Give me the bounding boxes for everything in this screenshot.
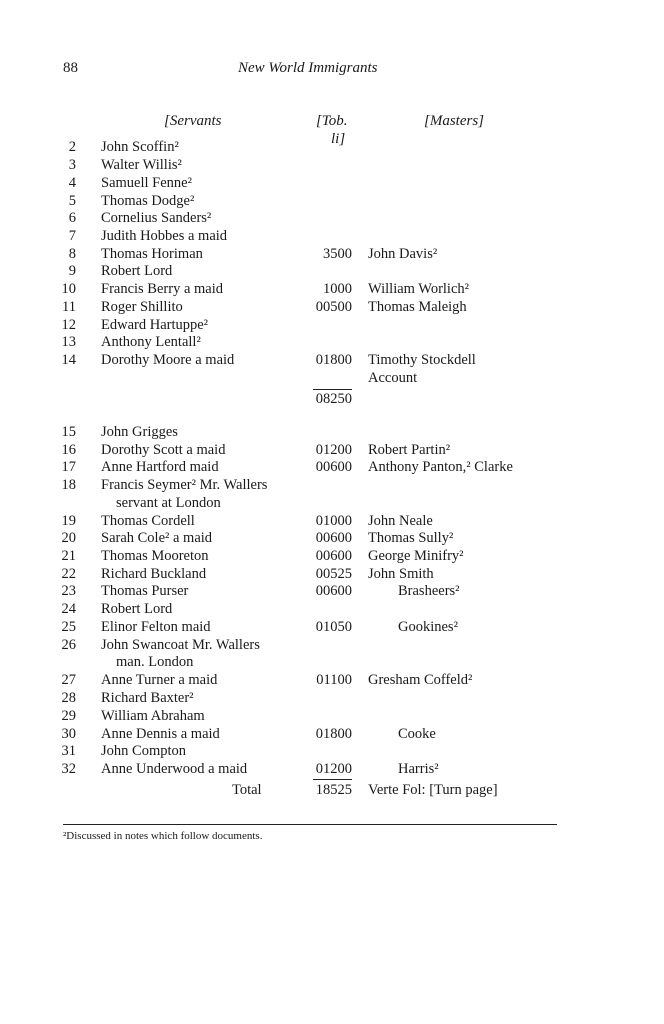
page-number: 88	[63, 60, 78, 76]
account-row	[0, 369, 664, 387]
tobacco-amount: 01200	[315, 761, 352, 777]
footnote-rule	[63, 824, 557, 825]
tobacco-amount: 1000	[323, 281, 352, 297]
row-number: 20	[61, 530, 76, 546]
tobacco-amount: 00525	[315, 566, 352, 582]
table-row	[0, 280, 664, 298]
servant-name: Francis Berry a maid	[101, 281, 224, 297]
servant-name: Cornelius Sanders²	[101, 210, 212, 226]
row-number: 4	[68, 175, 76, 191]
header-servants: [Servants	[164, 113, 222, 129]
tobacco-amount: 01800	[315, 726, 352, 742]
tobacco-amount: 3500	[323, 246, 352, 262]
row-number: 3	[68, 157, 76, 173]
table-row	[0, 423, 664, 441]
row-number: 23	[61, 583, 76, 599]
total-row	[0, 781, 664, 799]
table-row	[0, 441, 664, 459]
master-name: Gookines²	[398, 619, 458, 635]
master-name: Gresham Coffeld²	[368, 672, 473, 688]
row-number: 15	[61, 424, 76, 440]
servant-name: Edward Hartuppe²	[101, 317, 209, 333]
table-row	[0, 262, 664, 280]
table-row	[0, 618, 664, 636]
servant-name: Dorothy Scott a maid	[101, 442, 226, 458]
row-number: 27	[61, 672, 76, 688]
table-row	[0, 671, 664, 689]
servant-name: Roger Shillito	[101, 299, 183, 315]
servant-name: Dorothy Moore a maid	[101, 352, 235, 368]
table-row	[0, 333, 664, 351]
row-number: 5	[68, 193, 76, 209]
row-number: 28	[61, 690, 76, 706]
row-number: 22	[61, 566, 76, 582]
tobacco-amount: 01000	[315, 513, 352, 529]
master-name: John Davis²	[368, 246, 438, 262]
row-number: 29	[61, 708, 76, 724]
table-row	[0, 156, 664, 174]
row-number: 16	[61, 442, 76, 458]
table-row	[0, 636, 664, 654]
table-row-continuation	[0, 653, 664, 671]
row-number: 18	[61, 477, 76, 493]
table-row	[0, 174, 664, 192]
servant-name: John Grigges	[101, 424, 178, 440]
row-number: 31	[61, 743, 76, 759]
row-number: 26	[61, 637, 76, 653]
tobacco-amount: 00600	[315, 459, 352, 475]
servant-name: Thomas Cordell	[101, 513, 195, 529]
row-number: 2	[68, 139, 76, 155]
servant-name: Elinor Felton maid	[101, 619, 211, 635]
table-row	[0, 529, 664, 547]
header-masters: [Masters]	[424, 113, 485, 129]
master-name: George Minifry²	[368, 548, 464, 564]
header-tobacco-line1: [Tob.	[316, 113, 348, 129]
row-number: 13	[61, 334, 76, 350]
servant-name: Robert Lord	[101, 263, 173, 279]
servant-name: Richard Baxter²	[101, 690, 194, 706]
master-name: William Worlich²	[368, 281, 469, 297]
row-number: 17	[61, 459, 76, 475]
master-name: Harris²	[398, 761, 439, 777]
master-name: Cooke	[398, 726, 436, 742]
turn-page-note: Verte Fol: [Turn page]	[368, 782, 498, 798]
servant-name: Richard Buckland	[101, 566, 207, 582]
master-name: Brasheers²	[398, 583, 460, 599]
tobacco-amount: 00500	[315, 299, 352, 315]
running-head: New World Immigrants	[238, 60, 378, 76]
row-number: 25	[61, 619, 76, 635]
account-label: Account	[368, 370, 418, 386]
tobacco-amount: 01050	[315, 619, 352, 635]
servant-name: Walter Willis²	[101, 157, 182, 173]
row-number: 30	[61, 726, 76, 742]
row-number: 32	[61, 761, 76, 777]
servant-name: Thomas Mooreton	[101, 548, 209, 564]
table-row	[0, 565, 664, 583]
servant-name: Thomas Purser	[101, 583, 189, 599]
row-number: 7	[68, 228, 76, 244]
total-rule	[313, 779, 352, 780]
table-row	[0, 725, 664, 743]
tobacco-amount: 01200	[315, 442, 352, 458]
servant-name: Thomas Dodge²	[101, 193, 195, 209]
table-row	[0, 547, 664, 565]
total-label: Total	[232, 782, 262, 798]
servant-name: John Compton	[101, 743, 186, 759]
table-row	[0, 351, 664, 369]
table-row	[0, 512, 664, 530]
master-name: John Smith	[368, 566, 434, 582]
row-number: 6	[68, 210, 76, 226]
header-tobacco-line2: li]	[331, 131, 346, 147]
tobacco-amount: 01800	[315, 352, 352, 368]
row-number: 8	[68, 246, 76, 262]
master-name: Robert Partin²	[368, 442, 451, 458]
total-amount: 18525	[315, 782, 352, 798]
table-row	[0, 138, 664, 156]
servant-name: Sarah Cole² a maid	[101, 530, 213, 546]
table-row	[0, 192, 664, 210]
subtotal-row	[0, 390, 664, 408]
servant-name: Thomas Horiman	[101, 246, 203, 262]
master-name: John Neale	[368, 513, 433, 529]
servant-name: Anthony Lentall²	[101, 334, 201, 350]
servant-name: Anne Dennis a maid	[101, 726, 220, 742]
servant-name: Samuell Fenne²	[101, 175, 192, 191]
table-row	[0, 707, 664, 725]
row-number: 9	[68, 263, 76, 279]
servant-name: Anne Underwood a maid	[101, 761, 248, 777]
tobacco-amount: 00600	[315, 530, 352, 546]
servant-name: Francis Seymer² Mr. Wallers	[101, 477, 268, 493]
row-number: 19	[61, 513, 76, 529]
row-number: 14	[61, 352, 76, 368]
table-row	[0, 458, 664, 476]
table-row	[0, 298, 664, 316]
table-row	[0, 742, 664, 760]
table-row	[0, 476, 664, 494]
tobacco-amount: 01100	[316, 672, 352, 688]
row-number: 21	[61, 548, 76, 564]
table-row	[0, 600, 664, 618]
servant-continuation: man. London	[116, 654, 194, 670]
table-row	[0, 245, 664, 263]
servant-name: John Scoffin²	[101, 139, 179, 155]
master-name: Anthony Panton,² Clarke	[368, 459, 513, 475]
master-name: Timothy Stockdell	[368, 352, 476, 368]
table-row	[0, 316, 664, 334]
master-name: Thomas Sully²	[368, 530, 454, 546]
row-number: 10	[61, 281, 76, 297]
footnote: ²Discussed in notes which follow documents.	[63, 830, 263, 842]
table-row	[0, 582, 664, 600]
servant-name: Judith Hobbes a maid	[101, 228, 228, 244]
servant-name: John Swancoat Mr. Wallers	[101, 637, 260, 653]
row-number: 24	[61, 601, 76, 617]
tobacco-amount: 00600	[315, 583, 352, 599]
table-row	[0, 689, 664, 707]
servant-continuation: servant at London	[116, 495, 221, 511]
subtotal-amount: 08250	[315, 391, 352, 407]
servant-name: Anne Turner a maid	[101, 672, 218, 688]
table-row	[0, 227, 664, 245]
master-name: Thomas Maleigh	[368, 299, 467, 315]
row-number: 12	[61, 317, 76, 333]
tobacco-amount: 00600	[315, 548, 352, 564]
servant-name: William Abraham	[101, 708, 205, 724]
servant-name: Robert Lord	[101, 601, 173, 617]
table-row	[0, 209, 664, 227]
servant-name: Anne Hartford maid	[101, 459, 219, 475]
table-row-continuation	[0, 494, 664, 512]
row-number: 11	[62, 299, 76, 315]
table-row	[0, 760, 664, 778]
